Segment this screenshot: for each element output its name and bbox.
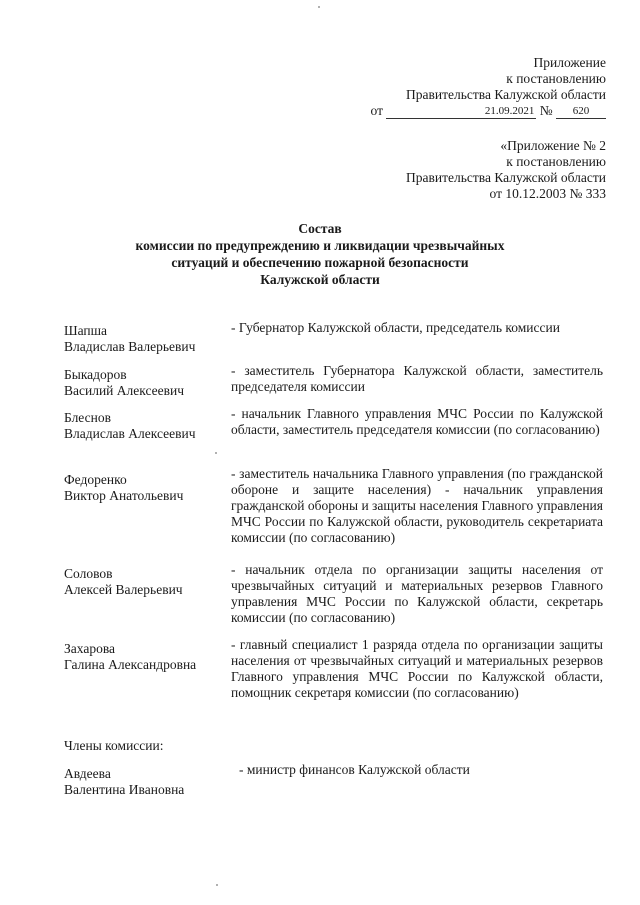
title-line-3: ситуаций и обеспечению пожарной безопасности [171, 255, 469, 270]
approval-line-1: Приложение [533, 55, 606, 70]
member-surname: Быкадоров [64, 367, 127, 382]
member-surname: Авдеева [64, 766, 111, 781]
member-role: - главный специалист 1 разряда отдела по организации защиты населения от чрезвычайных ситуаций и материальных резервов Главного управления МЧС России по Калужской области, помощник секретаря комиссии (по согласованию) [231, 637, 603, 700]
member-role: - начальник Главного управления МЧС России по Калужской области, заместитель председателя комиссии (по согласованию) [231, 406, 603, 437]
original-line-2: к постановлению [506, 154, 606, 169]
members-heading: Члены комиссии: [64, 738, 164, 753]
ot-label: от [370, 103, 383, 118]
member-given-name: Галина Александровна [64, 657, 197, 672]
title-line-4: Калужской области [260, 272, 380, 287]
member-role: - заместитель Губернатора Калужской области, заместитель председателя комиссии [231, 363, 603, 394]
scan-speck [318, 6, 320, 8]
member-surname: Захарова [64, 641, 116, 656]
member-given-name: Виктор Анатольевич [64, 488, 184, 503]
member-name [64, 566, 224, 598]
original-line-3: Правительства Калужской области [405, 170, 606, 185]
member-role: - заместитель начальника Главного управления (по гражданской обороне и защите населения) - начальник управления гражданской обороны и защиты населения Главного управления МЧС России по Калужской области, руководитель секретариата комиссии (по согласованию) [231, 466, 603, 545]
approval-line-2: к постановлению [506, 71, 606, 86]
document-title [0, 220, 640, 288]
member-role: - министр финансов Калужской области [239, 762, 470, 777]
member-role: - начальник отдела по организации защиты населения от чрезвычайных ситуаций и материальных резервов Главного управления МЧС России по Калужской области, секретарь комиссии (по согласованию) [231, 562, 603, 625]
approval-line-3: Правительства Калужской области [405, 87, 606, 102]
member-given-name: Валентина Ивановна [64, 782, 185, 797]
member-role: - Губернатор Калужской области, председатель комиссии [231, 320, 560, 335]
member-given-name: Алексей Валерьевич [64, 582, 183, 597]
number-label: № [539, 103, 553, 118]
member-name [64, 472, 224, 504]
title-line-1: Состав [298, 221, 342, 236]
approval-date-row [371, 103, 607, 119]
member-surname: Федоренко [64, 472, 127, 487]
member-surname: Блеснов [64, 410, 111, 425]
decree-number: 620 [556, 104, 606, 119]
approval-header [371, 55, 607, 119]
member-name [64, 410, 224, 442]
member-name [64, 766, 224, 798]
member-surname: Шапша [64, 323, 108, 338]
member-given-name: Василий Алексеевич [64, 383, 185, 398]
title-line-2: комиссии по предупреждению и ликвидации чрезвычайных [135, 238, 505, 253]
scan-speck [216, 884, 218, 886]
scan-speck [215, 452, 217, 454]
decree-date: 21.09.2021 [386, 104, 536, 119]
member-given-name: Владислав Валерьевич [64, 339, 196, 354]
member-given-name: Владислав Алексеевич [64, 426, 196, 441]
member-name [64, 367, 224, 399]
original-header [406, 138, 606, 202]
original-line-1: «Приложение № 2 [500, 138, 606, 153]
member-name [64, 323, 224, 355]
member-name [64, 641, 224, 673]
original-line-4: от 10.12.2003 № 333 [489, 186, 606, 201]
member-surname: Соловов [64, 566, 113, 581]
